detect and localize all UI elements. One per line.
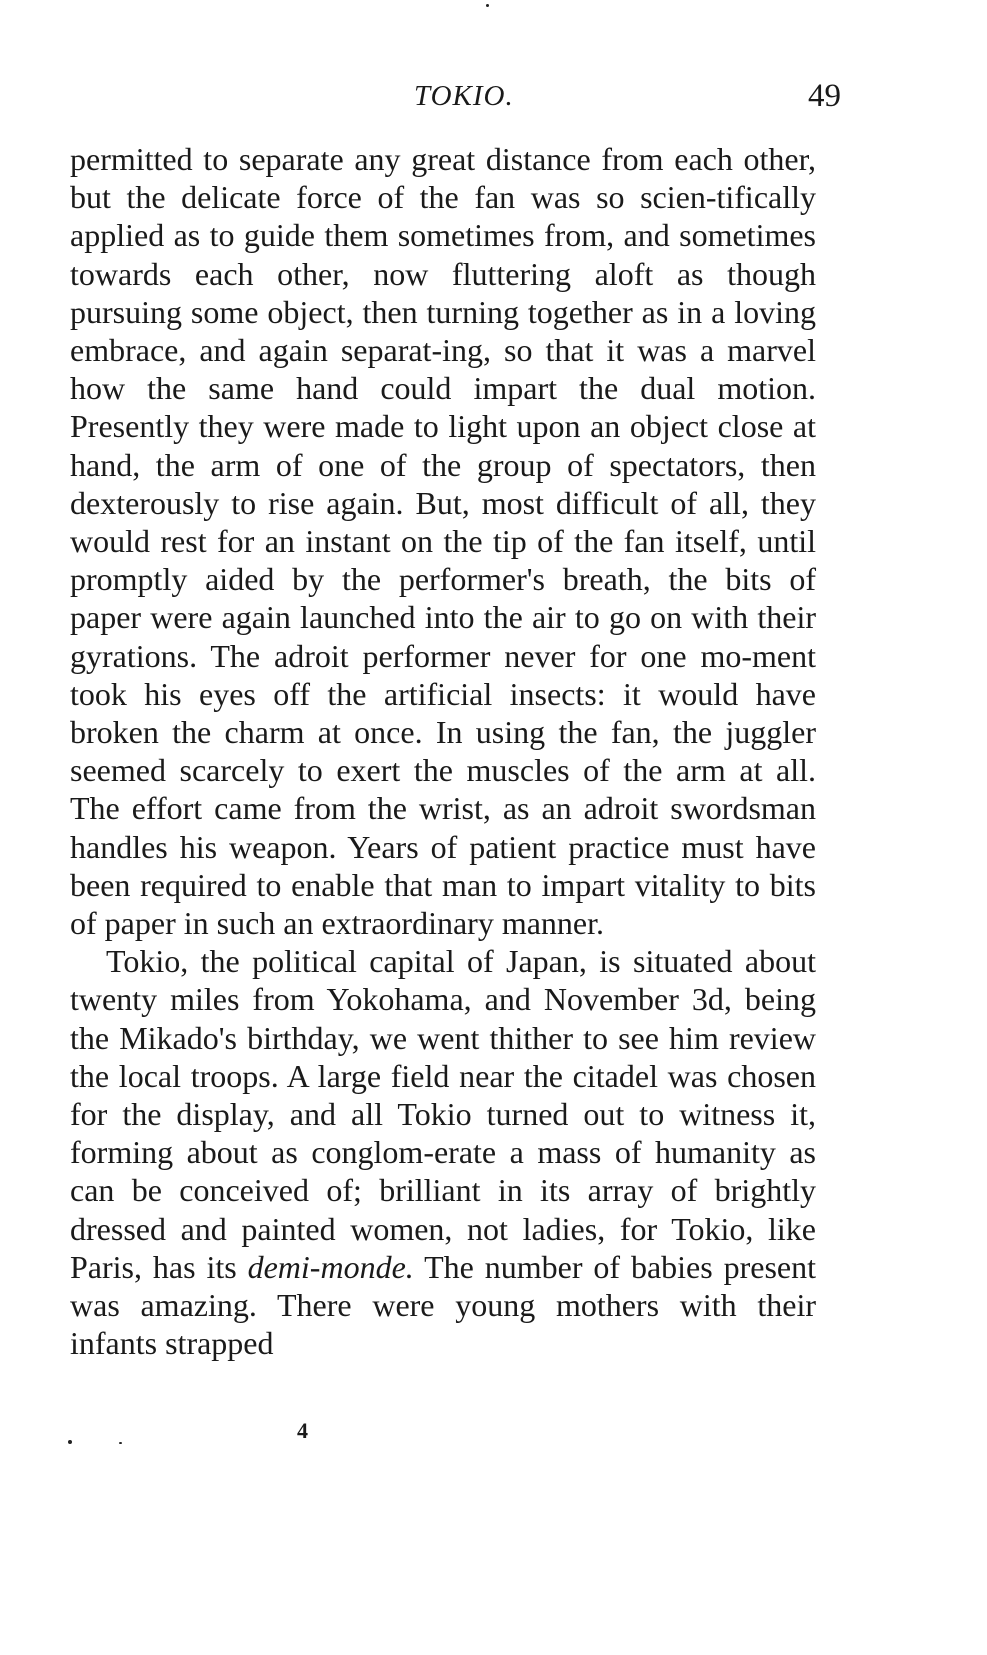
paragraph-text: The number of babies present was amazing. There were young mothers with their infants strapped	[70, 1248, 817, 1362]
print-speck	[68, 1440, 72, 1444]
paragraph-text: permitted to separate any great distance from each other, but the delicate force of the fan was so scien-tifically applied as to guide them sometimes from, and sometimes towards each other, now fluttering aloft as though pursuing some object, then turning together as in a loving embrace, and again separat-ing, so that it was a marvel how the same hand could impart the dual motion. Presently they were made to light upon an object close at hand, the arm of one of the group of spectators, then dexterously to rise again. But, most difficult of all, they would rest for an instant on the tip of the fan itself, until promptly aided by the performer's breath, the bits of paper were again launched into the air to go on with their gyrations. The adroit performer never for one mo-ment took his eyes off the artificial insects: it would have broken the charm at once. In using the fan, the juggler seemed scarcely to exert the muscles of the arm at all. The effort came from the wrist, as an adroit swordsman handles his weapon. Years of patient practice must have been required to enable that man to impart vitality to bits of paper in such an extraordinary manner.	[70, 141, 816, 942]
paragraph-text: Tokio, the political capital of Japan, is situated about twenty miles from Yokohama, and November 3d, being the Mikado's birthday, we went thither to see him review the local troops. A large field near the citadel was chosen for the display, and all Tokio turned out to witness it, forming about as conglom-erate a mass of humanity as can be conceived of; brilliant in its array of brightly dressed and painted women, not ladies, for Tokio, like Paris, has its	[70, 943, 816, 1285]
running-title: TOKIO.	[414, 80, 514, 112]
page-number: 49	[808, 78, 841, 114]
paragraph	[70, 942, 816, 1362]
paragraph	[70, 140, 816, 942]
signature-mark: 4	[297, 1418, 308, 1443]
running-head	[0, 78, 987, 122]
body-text	[70, 140, 816, 1363]
print-speck	[486, 4, 489, 7]
print-speck	[119, 1442, 122, 1444]
italic-phrase: demi-monde.	[247, 1248, 414, 1285]
